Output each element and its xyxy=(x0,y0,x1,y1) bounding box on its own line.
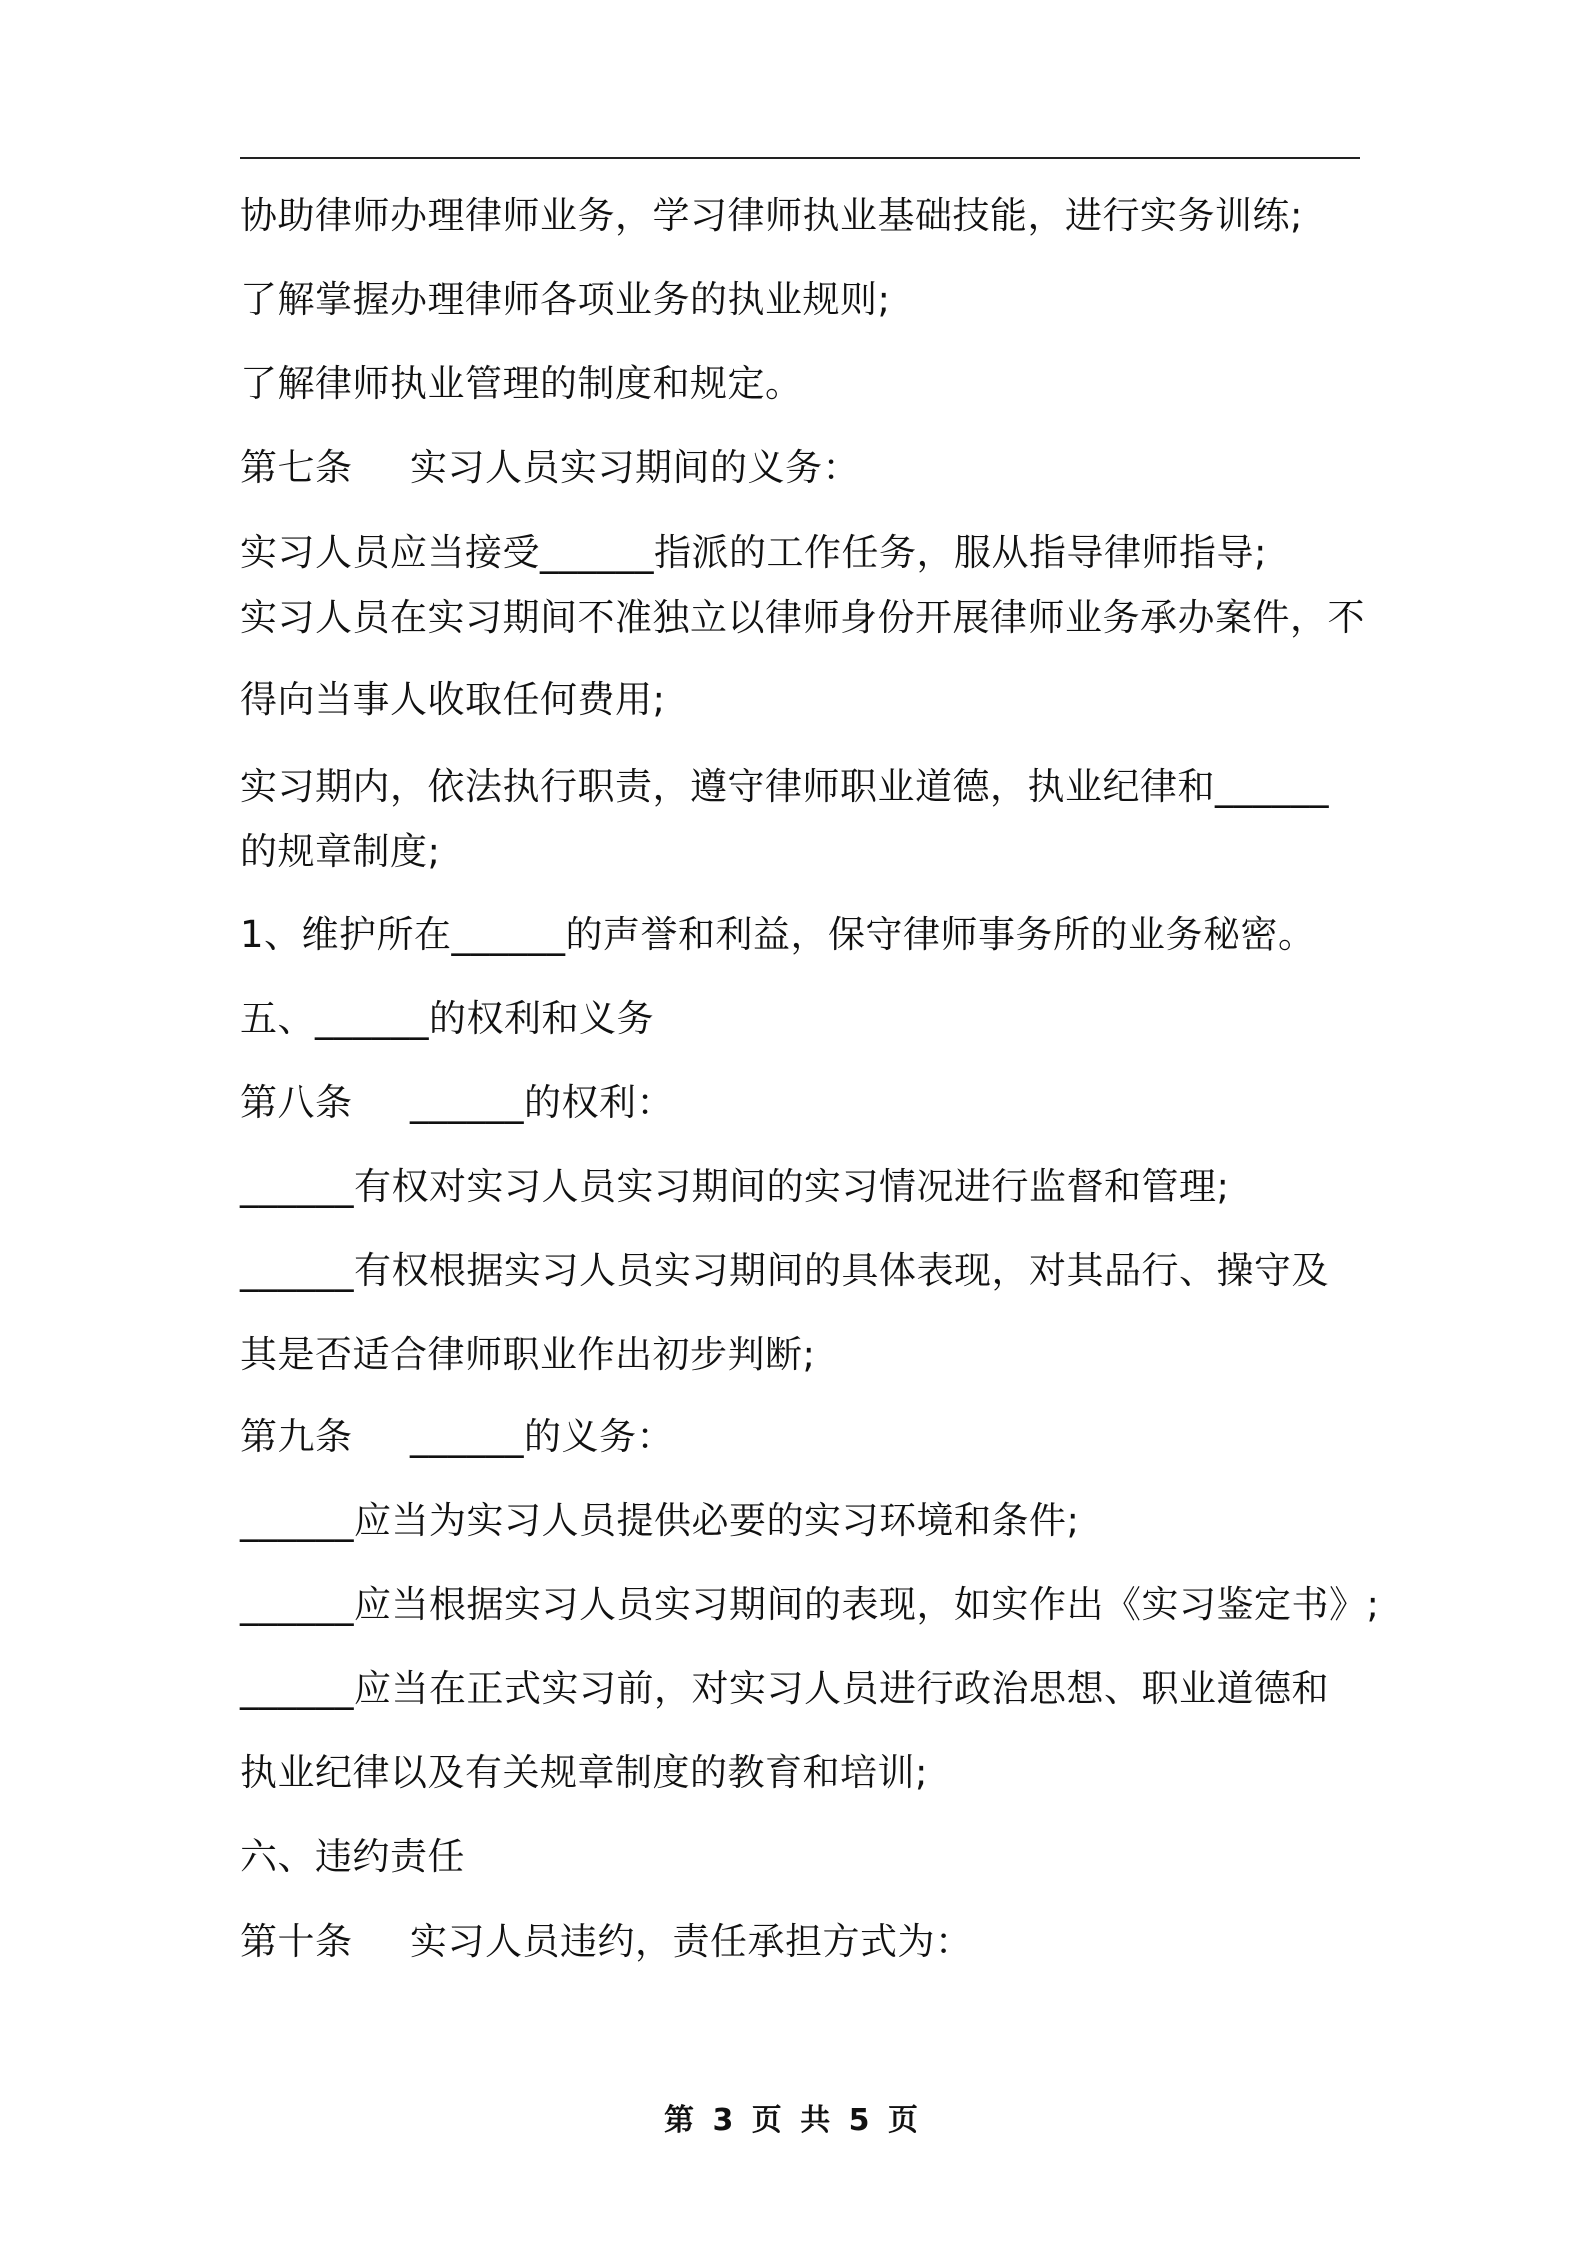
paragraph-line: 实习期内，依法执行职责，遵守律师职业道德，执业纪律和______ xyxy=(240,765,1329,808)
paragraph-line: ______应当根据实习人员实习期间的表现，如实作出《实习鉴定书》; xyxy=(240,1583,1380,1626)
paragraph-line: 的规章制度; xyxy=(240,830,441,873)
article-title: ______的义务： xyxy=(410,1415,674,1458)
paragraph-line: 得向当事人收取任何费用; xyxy=(240,678,666,721)
paragraph-line: 执业纪律以及有关规章制度的教育和培训; xyxy=(240,1751,928,1794)
section-heading: 五、______的权利和义务 xyxy=(240,997,654,1040)
article-title: ______的权利： xyxy=(410,1081,674,1124)
article-heading xyxy=(240,442,1360,494)
section-heading: 六、违约责任 xyxy=(240,1835,465,1878)
article-heading xyxy=(240,1411,1360,1463)
paragraph-line: 其是否适合律师职业作出初步判断; xyxy=(240,1333,816,1376)
paragraph-line: 协助律师办理律师业务，学习律师执业基础技能，进行实务训练; xyxy=(240,194,1303,237)
paragraph-line: 了解掌握办理律师各项业务的执业规则; xyxy=(240,278,891,321)
article-title: 实习人员实习期间的义务： xyxy=(410,446,860,489)
article-number: 第十条 xyxy=(240,1920,353,1963)
article-number: 第七条 xyxy=(240,446,353,489)
paragraph-line: ______有权对实习人员实习期间的实习情况进行监督和管理; xyxy=(240,1165,1230,1208)
article-title: 实习人员违约，责任承担方式为： xyxy=(410,1920,973,1963)
paragraph-line: 了解律师执业管理的制度和规定。 xyxy=(240,362,803,405)
header-rule xyxy=(240,157,1360,159)
paragraph-line: 实习人员在实习期间不准独立以律师身份开展律师业务承办案件，不 xyxy=(240,596,1365,639)
article-heading xyxy=(240,1916,1360,1968)
document-body xyxy=(240,190,1380,1968)
paragraph-line: ______应当为实习人员提供必要的实习环境和条件; xyxy=(240,1499,1080,1542)
article-number: 第九条 xyxy=(240,1415,353,1458)
paragraph-line: 1、维护所在______的声誉和利益，保守律师事务所的业务秘密。 xyxy=(240,913,1316,956)
paragraph-line: 实习人员应当接受______指派的工作任务，服从指导律师指导; xyxy=(240,531,1267,574)
paragraph-line: ______有权根据实习人员实习期间的具体表现，对其品行、操守及 xyxy=(240,1249,1329,1292)
paragraph-line: ______应当在正式实习前，对实习人员进行政治思想、职业道德和 xyxy=(240,1667,1329,1710)
article-number: 第八条 xyxy=(240,1081,353,1124)
article-heading xyxy=(240,1077,1360,1129)
page-number: 第 3 页 共 5 页 xyxy=(664,2103,922,2138)
